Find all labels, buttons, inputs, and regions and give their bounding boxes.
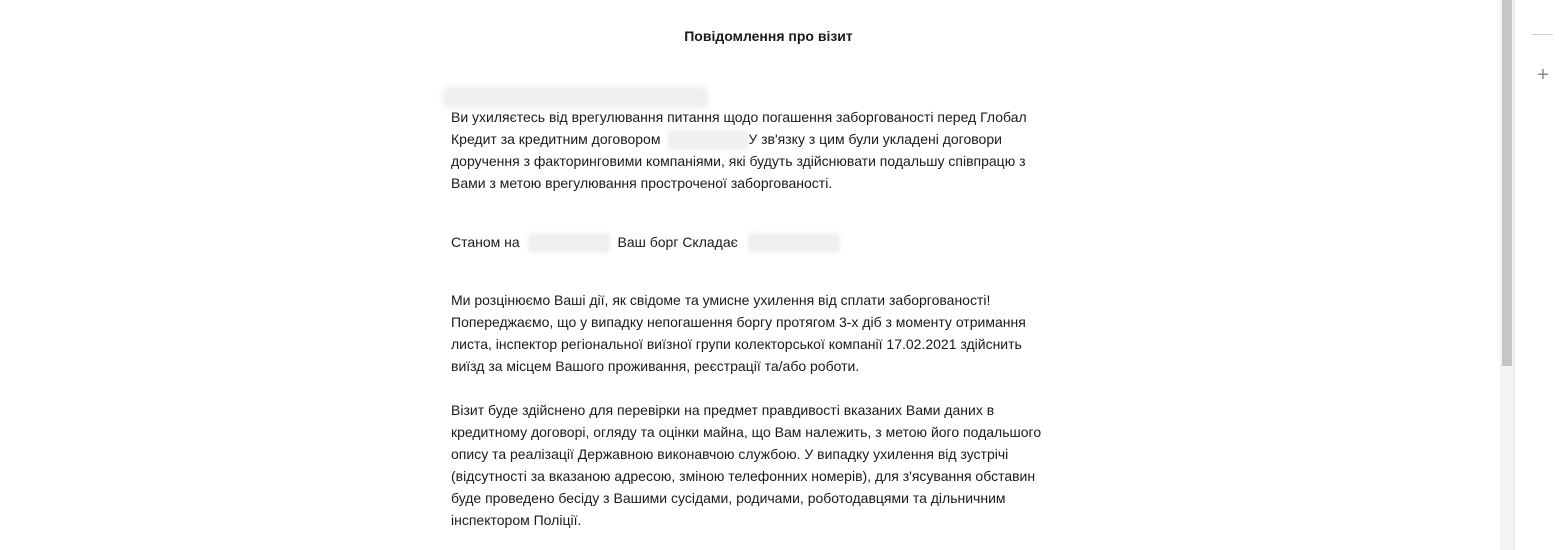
contract-label: Кредит за кредитним договором [451,131,661,147]
redacted-date [528,233,610,253]
paragraph-3-line-3: листа, інспектор регіональної виїзної групи колекторської компанії 17.02.2021 здійснить [451,336,1022,352]
debt-label: Ваш борг Складає [617,234,738,250]
paragraph-4-line-2: кредитному договорі, огляду та оцінки майна, що Вам належить, з метою його подальшого [451,424,1042,440]
vertical-scrollbar[interactable] [1500,0,1514,550]
paragraph-1-line-3: доручення з факторинговими компаніями, які будуть здійснювати подальшу співпрацю з [451,153,1026,169]
redacted-contract-number [668,130,748,150]
letter-title: Повідомлення про візит [684,28,853,44]
paragraph-4-line-1: Візит буде здійснено для перевірки на предмет правдивості вказаних Вами даних в [451,402,995,418]
as-of-label: Станом на [451,234,520,250]
paragraph-1-line-1: Ви ухиляєтесь від врегулювання питання щодо погашення заборгованості перед Глобал [451,109,1027,125]
paragraph-3-line-2: Попереджаємо, що у випадку непогашення боргу протягом 3-х діб з моменту отримання [451,314,1026,330]
redacted-amount [748,233,840,253]
paragraph-1-line-2 [451,128,1002,150]
paragraph-3-line-4: виїзд за місцем Вашого проживання, реєстрації та/або роботи. [451,358,860,374]
paragraph-4-line-3: опису та реалізації Державною виконавчою службою. У випадку ухилення від зустрічі [451,446,1009,462]
paragraph-4-line-4: (відсутності за вказаною адресою, зміною телефонних номерів), для з'ясування обставин [451,468,1036,484]
panel-rule [1531,34,1553,35]
paragraph-4-line-5: буде проведено бесіду з Вашими сусідами, родичами, роботодавцями та дільничним [451,490,1006,506]
panel-divider [1514,0,1515,550]
contract-continuation: У зв'язку з цим були укладені договори [748,131,1002,147]
redacted-greeting [443,86,708,108]
paragraph-1-line-4: Вами з метою врегулювання простроченої заборгованості. [451,175,833,191]
scrollbar-thumb[interactable] [1502,0,1512,366]
paragraph-3-line-1: Ми розцінюємо Ваші дії, як свідоме та умисне ухилення від сплати заборгованості! [451,292,991,308]
paragraph-4-line-6: інспектором Поліції. [451,512,582,528]
paragraph-2-line-1 [451,231,840,253]
plus-icon[interactable]: + [1537,64,1549,86]
